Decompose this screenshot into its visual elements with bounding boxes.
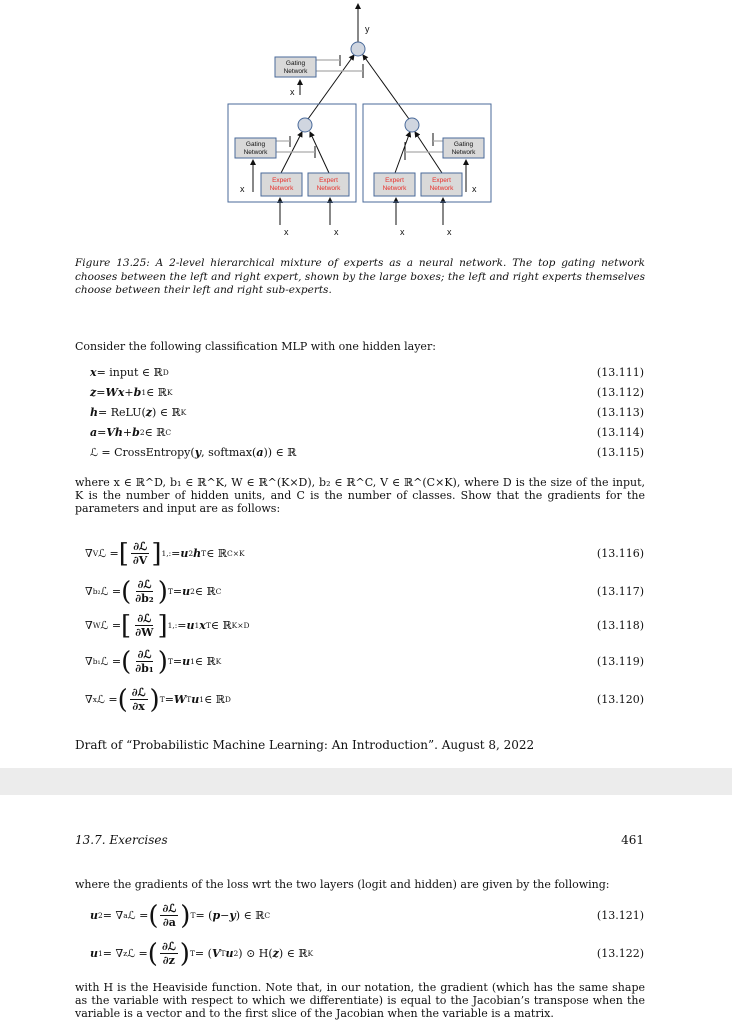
intro-text: Consider the following classification MLP with one hidden layer: xyxy=(75,340,436,353)
math-token: C×K xyxy=(226,549,245,558)
math-token: x xyxy=(90,366,97,379)
math-token: + xyxy=(122,426,133,439)
math-token: 2 xyxy=(233,949,239,958)
math-token: z xyxy=(145,406,153,419)
gating-network-label: Network xyxy=(451,149,476,156)
math-token: T xyxy=(189,949,195,958)
math-token: 1 xyxy=(199,695,205,704)
math-token: = xyxy=(96,386,106,399)
math-token: u xyxy=(182,655,191,668)
mlp-equation xyxy=(90,366,169,379)
equation-number: (13.114) xyxy=(596,425,644,439)
math-token: D xyxy=(162,368,169,377)
math-token: K×D xyxy=(231,621,250,630)
math-token: ∈ ℝ xyxy=(210,619,232,632)
math-token: ℒ = xyxy=(127,909,149,922)
gradient-equation xyxy=(85,578,221,605)
math-token: ∇ xyxy=(85,547,93,560)
math-token: K xyxy=(215,657,222,666)
math-token: 1 xyxy=(98,949,103,958)
math-token: ∇ xyxy=(85,655,93,668)
math-token: 2 xyxy=(190,587,195,596)
math-token: ) xyxy=(157,576,168,607)
expert-network-label: Network xyxy=(269,185,294,192)
math-token: = ( xyxy=(194,947,212,960)
equation-number: (13.122) xyxy=(596,946,644,960)
math-token: Vh xyxy=(106,426,123,439)
math-token: W xyxy=(173,693,187,706)
math-token: 1 xyxy=(194,621,200,630)
math-token: V xyxy=(211,947,221,960)
math-token: ℒ = xyxy=(96,693,118,706)
math-token: ∇ xyxy=(85,585,93,598)
gradient-equation xyxy=(85,648,221,675)
math-token: u xyxy=(90,947,98,960)
math-token: 2 xyxy=(139,428,145,437)
math-token: h xyxy=(193,547,202,560)
expert-network-label: Expert xyxy=(319,177,338,184)
math-token: 2 xyxy=(188,549,194,558)
math-token: ∈ ℝ xyxy=(204,693,225,706)
math-token: T xyxy=(201,549,207,558)
math-token: z xyxy=(90,386,97,399)
math-token: $\frac{\text{∂ℒ}}{\text{∂b₁}}$ xyxy=(135,648,154,675)
math-token: = xyxy=(97,426,107,439)
math-token: [ xyxy=(121,610,132,641)
gradient-equation xyxy=(85,540,245,567)
math-token: ∈ ℝ xyxy=(144,426,166,439)
math-token: ∈ ℝ xyxy=(194,655,216,668)
math-token: )) ∈ ℝ xyxy=(263,446,297,459)
math-token: ) xyxy=(180,900,191,931)
math-token: $\frac{\text{∂ℒ}}{\partial a}$ xyxy=(162,902,177,929)
expert-network-label: Expert xyxy=(432,177,451,184)
math-token: ] xyxy=(151,538,162,569)
left-node xyxy=(298,118,312,132)
gating-network-label: Network xyxy=(243,149,268,156)
equation-number: (13.121) xyxy=(596,908,644,922)
expert-network-label: Expert xyxy=(385,177,404,184)
math-token: = xyxy=(164,693,174,706)
equation-number: (13.117) xyxy=(596,584,644,598)
math-token: C xyxy=(215,587,222,596)
math-token: ∈ ℝ xyxy=(206,547,227,560)
math-token: u xyxy=(180,547,189,560)
math-token: u xyxy=(182,585,191,598)
equation-number: (13.120) xyxy=(596,692,644,706)
math-token: ) ∈ ℝ xyxy=(278,947,308,960)
math-token: ∈ ℝ xyxy=(194,585,216,598)
page2-intro: where the gradients of the loss wrt the two layers (logit and hidden) are given by the following: xyxy=(75,878,610,891)
x-label: x xyxy=(334,227,339,237)
gradient-equation xyxy=(85,612,250,639)
math-token: $\frac{\text{∂ℒ}}{\partial z}$ xyxy=(161,940,176,967)
mlp-equation xyxy=(90,386,172,399)
math-token: $\frac{\text{∂ℒ}}{\partial x}$ xyxy=(131,686,146,713)
math-token: 1,: xyxy=(161,549,172,558)
equation-number: (13.119) xyxy=(596,654,644,668)
math-token: 1 xyxy=(190,657,195,666)
math-token: x xyxy=(92,695,97,704)
top-node xyxy=(351,42,365,56)
math-token: T xyxy=(186,695,192,704)
math-token: W xyxy=(92,621,101,630)
figure-caption: Figure 13.25: A 2-level hierarchical mixture of experts as a neural network. The top gating network chooses between the left and right expert, shown by the large boxes; the left and right experts themselves choose between their left and right sub-experts. xyxy=(75,257,645,296)
math-token: u xyxy=(225,947,234,960)
math-token: u xyxy=(186,619,195,632)
running-header: 13.7. Exercises xyxy=(75,833,168,847)
math-token: K xyxy=(307,949,314,958)
math-token: x xyxy=(199,619,206,632)
math-token: = ∇ xyxy=(102,909,124,922)
math-token: = xyxy=(171,547,181,560)
math-token: ∇ xyxy=(85,619,93,632)
math-token: ( xyxy=(148,900,159,931)
math-token: + xyxy=(124,386,134,399)
mlp-equation xyxy=(90,446,296,459)
x-label: x xyxy=(240,184,245,194)
math-token: [ xyxy=(118,538,129,569)
y-label: y xyxy=(365,24,370,34)
math-token: K xyxy=(166,388,173,397)
math-token: , softmax( xyxy=(201,446,257,459)
math-token: = input ∈ ℝ xyxy=(96,366,163,379)
math-token: = xyxy=(172,655,183,668)
math-token: ] xyxy=(157,610,168,641)
math-token: u xyxy=(90,909,98,922)
math-token: z xyxy=(123,949,128,958)
gradient-definition-equation xyxy=(90,902,270,929)
math-token: $\frac{\text{∂ℒ}}{\partial W}$ xyxy=(135,612,154,639)
gating-network-label: Gating xyxy=(453,141,474,148)
math-token: ℒ = xyxy=(127,947,148,960)
math-token: ) xyxy=(157,646,168,677)
math-token: ℒ = xyxy=(100,585,122,598)
closing-text: with H is the Heaviside function. Note that, in our notation, the gradient (which has the same shape as the variable with respect to which we differentiate) is equal to the Jacobian’s transpose when the variable is a vector and to the first slice of the Jacobian when the variable is a matrix. xyxy=(75,981,645,1020)
math-token: T xyxy=(190,911,196,920)
gradient-equation xyxy=(85,686,231,713)
math-token: T xyxy=(159,695,165,704)
equation-number: (13.111) xyxy=(596,365,644,379)
math-token: b₂ xyxy=(92,587,101,596)
page-number: 461 xyxy=(621,833,644,847)
math-token: = ( xyxy=(195,909,213,922)
math-token: = xyxy=(172,585,183,598)
math-token: T xyxy=(205,621,211,630)
math-token: ) ⊙ H( xyxy=(238,947,273,960)
math-token: a xyxy=(90,426,98,439)
math-token: ) xyxy=(149,684,160,715)
equation-number: (13.116) xyxy=(596,546,644,560)
math-token: D xyxy=(224,695,231,704)
right-node xyxy=(405,118,419,132)
x-label: x xyxy=(290,87,295,97)
math-token: T xyxy=(167,587,173,596)
math-token: ℒ = CrossEntropy( xyxy=(90,446,195,459)
math-token: $\frac{\text{∂ℒ}}{\text{∂b₂}}$ xyxy=(135,578,154,605)
math-token: y xyxy=(194,446,202,459)
math-token: z xyxy=(272,947,279,960)
math-token: C xyxy=(264,911,271,920)
math-token: = xyxy=(177,619,187,632)
x-label: x xyxy=(447,227,452,237)
mlp-equation xyxy=(90,426,171,439)
math-token: ( xyxy=(121,646,132,677)
hme-diagram xyxy=(220,0,500,240)
math-token: $\frac{\text{∂ℒ}}{\partial V}$ xyxy=(132,540,148,567)
math-token: b₁ xyxy=(92,657,101,666)
gradient-definition-equation xyxy=(90,940,313,967)
expert-network-label: Network xyxy=(382,185,407,192)
gating-network-label: Gating xyxy=(245,141,266,148)
math-token: ) ∈ ℝ xyxy=(235,909,265,922)
math-token: h xyxy=(90,406,98,419)
math-token: p xyxy=(212,909,221,922)
gating-network-label: Network xyxy=(283,68,308,75)
equation-number: (13.113) xyxy=(596,405,644,419)
equation-number: (13.118) xyxy=(596,618,644,632)
math-token: 1 xyxy=(141,388,147,397)
math-token: u xyxy=(191,693,200,706)
math-token: b xyxy=(133,386,142,399)
math-token: b xyxy=(132,426,140,439)
math-token: K xyxy=(180,408,187,417)
math-token: ( xyxy=(147,938,158,969)
math-token: ( xyxy=(117,684,128,715)
math-token: ) ∈ ℝ xyxy=(152,406,181,419)
math-token: ∈ ℝ xyxy=(146,386,167,399)
math-token: a xyxy=(123,911,128,920)
gating-network-label: Gating xyxy=(285,60,306,67)
math-token: V xyxy=(92,549,99,558)
page-gap xyxy=(0,768,732,795)
math-token: C xyxy=(165,428,172,437)
equation-number: (13.112) xyxy=(596,385,644,399)
math-token: = ReLU( xyxy=(98,406,146,419)
math-token: Wx xyxy=(105,386,125,399)
where-text: where x ∈ ℝ^D, b₁ ∈ ℝ^K, W ∈ ℝ^(K×D), b₂ ∈ ℝ^C, V ∈ ℝ^(C×K), where D is the size of the input, K is the number of hidden units, and C is the number of classes. Show that the gradients for the parameters and input are as follows: xyxy=(75,476,645,515)
x-label: x xyxy=(400,227,405,237)
math-token: ℒ = xyxy=(100,619,122,632)
math-token: − xyxy=(220,909,230,922)
expert-network-label: Expert xyxy=(272,177,291,184)
mlp-equation xyxy=(90,406,186,419)
footer-draft: Draft of “Probabilistic Machine Learning: An Introduction”. August 8, 2022 xyxy=(75,738,535,752)
math-token: ∇ xyxy=(85,693,93,706)
math-token: ℒ = xyxy=(100,655,122,668)
math-token: a xyxy=(256,446,264,459)
x-label: x xyxy=(472,184,477,194)
math-token: ) xyxy=(179,938,190,969)
expert-network-label: Network xyxy=(316,185,341,192)
math-token: 2 xyxy=(98,911,103,920)
math-token: y xyxy=(229,909,236,922)
math-token: T xyxy=(220,949,226,958)
math-token: T xyxy=(167,657,173,666)
math-token: 1,: xyxy=(167,621,178,630)
math-token: = ∇ xyxy=(102,947,124,960)
x-label: x xyxy=(284,227,289,237)
math-token: ( xyxy=(121,576,132,607)
expert-network-label: Network xyxy=(429,185,454,192)
equation-number: (13.115) xyxy=(596,445,644,459)
math-token: ℒ = xyxy=(98,547,119,560)
